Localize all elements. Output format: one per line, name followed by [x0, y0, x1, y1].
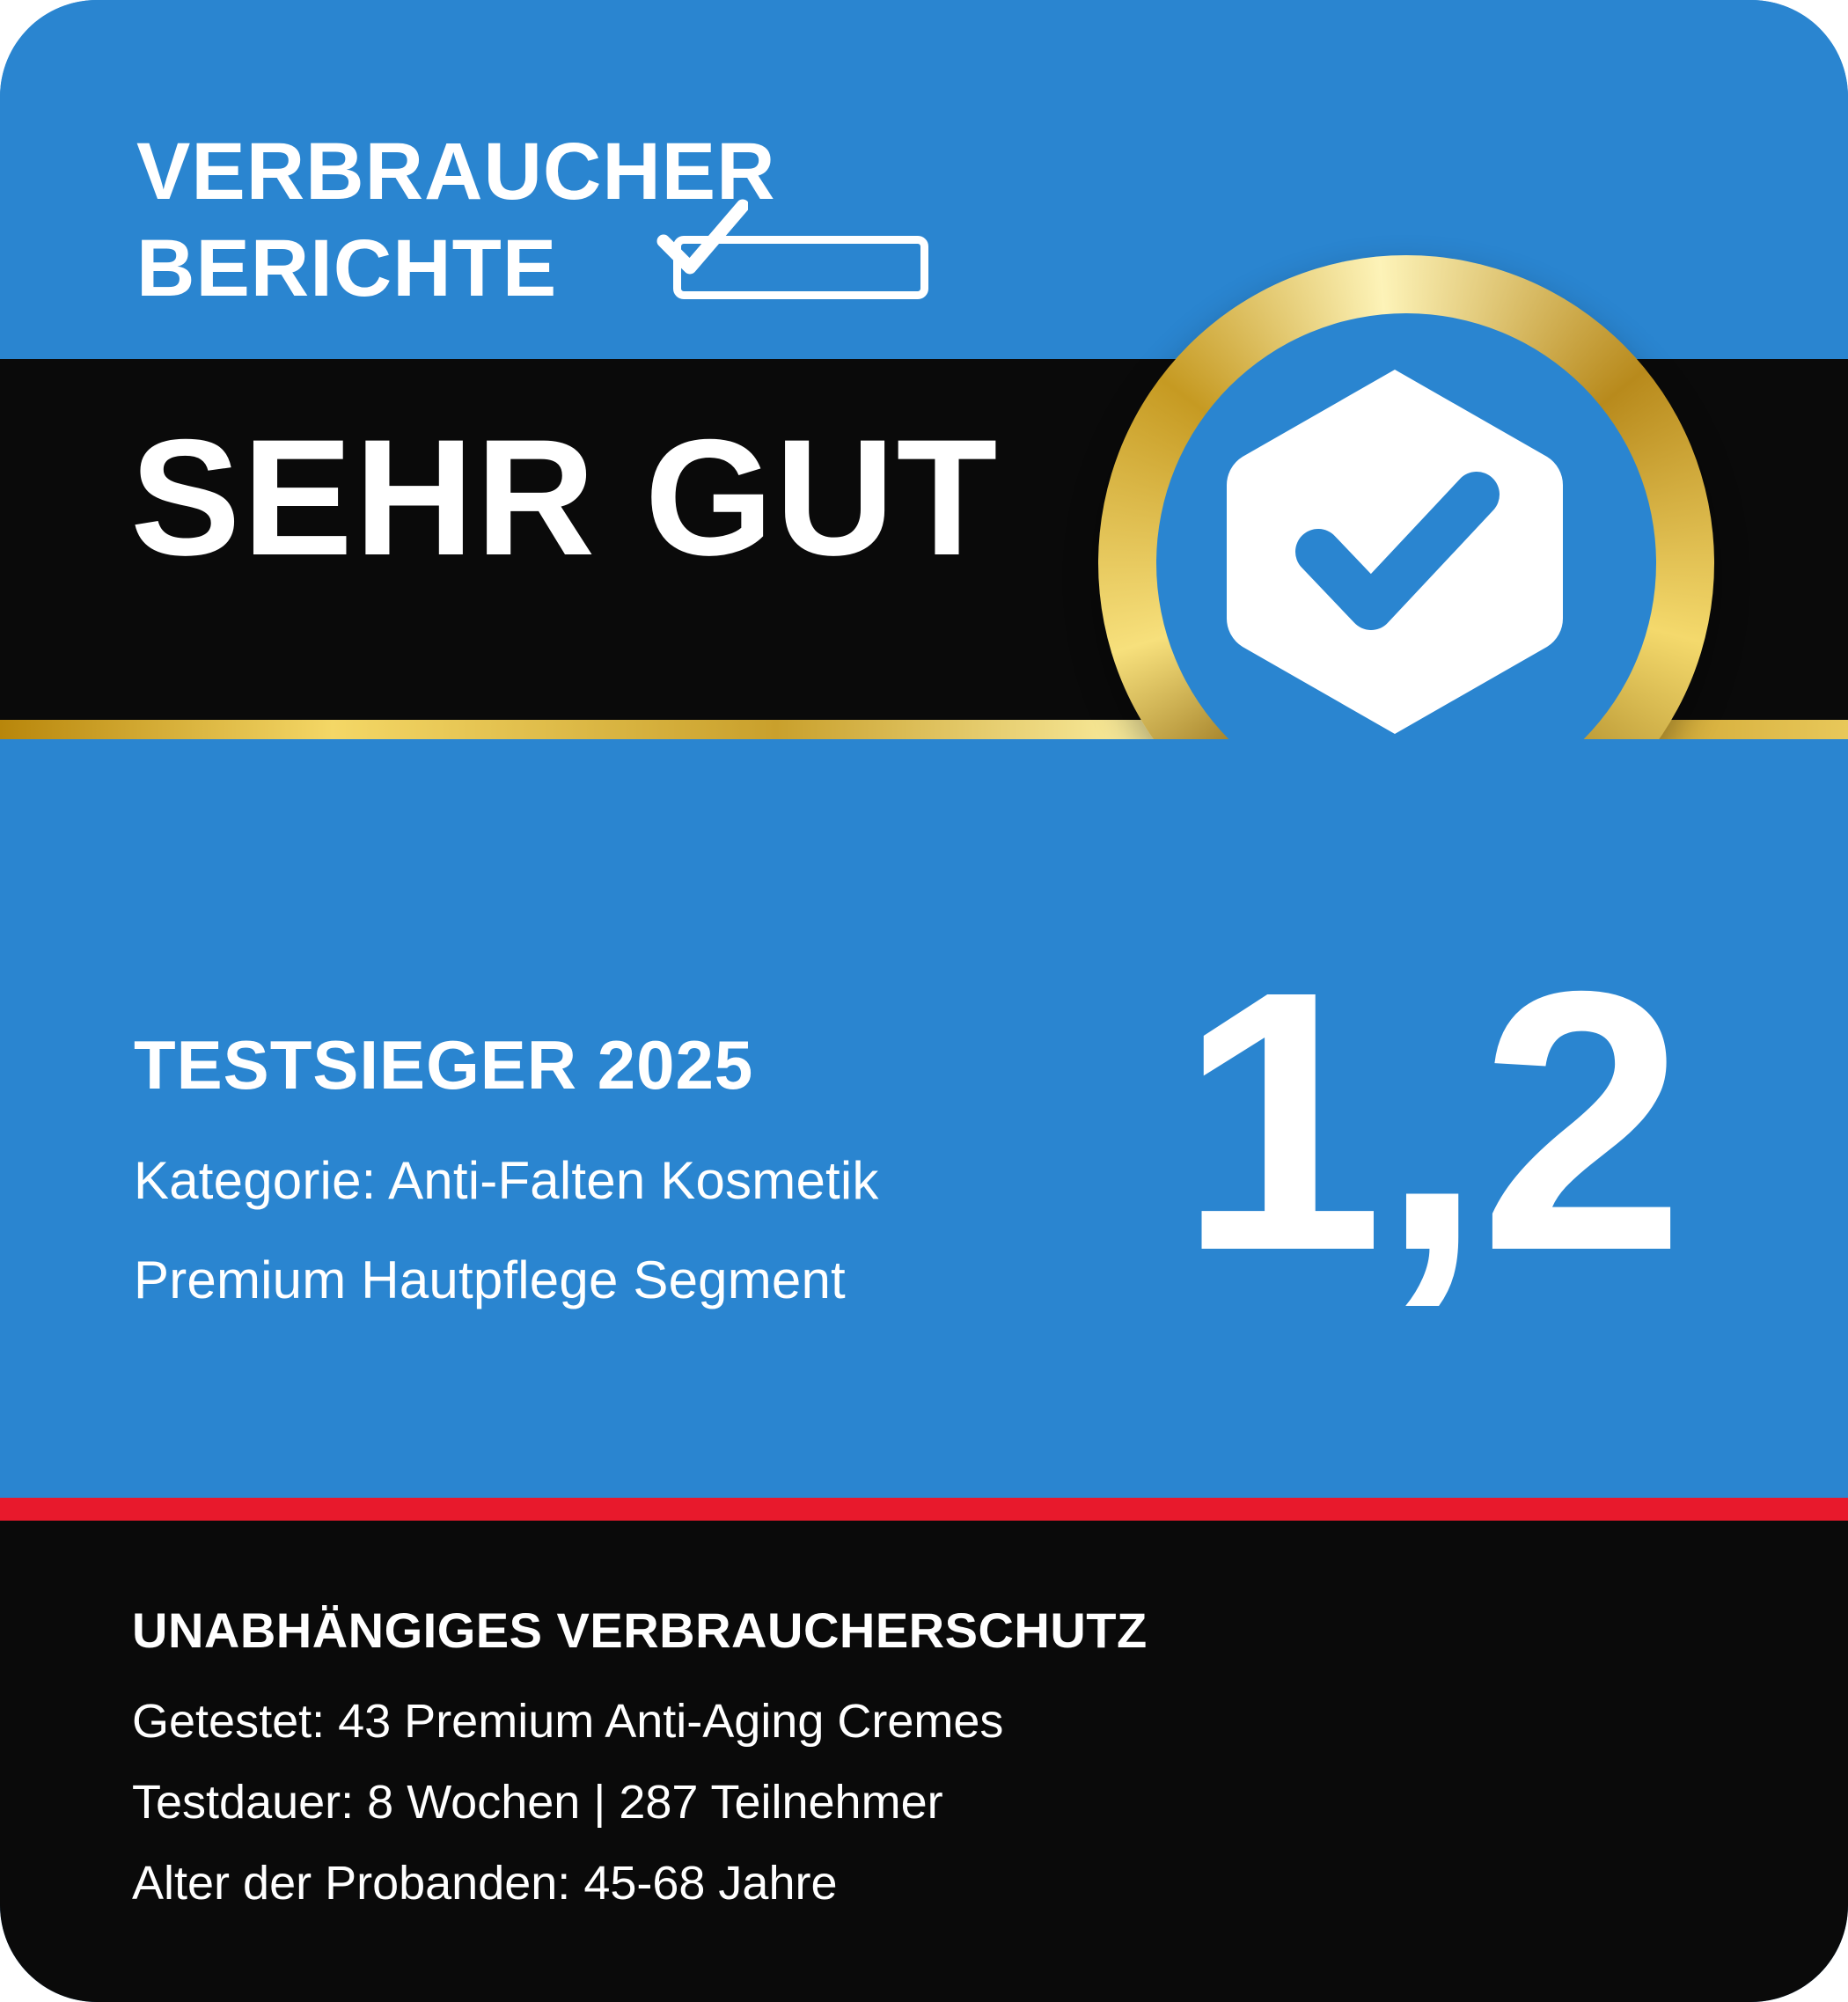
red-divider: [0, 1498, 1848, 1521]
award-category: Kategorie: Anti-Falten Kosmetik: [134, 1151, 879, 1210]
brand-logo-line2-wrapper: [136, 220, 1016, 324]
award-title: TESTSIEGER 2025: [134, 1026, 754, 1104]
footer-line-tested: Getestet: 43 Premium Anti-Aging Cremes: [132, 1695, 1004, 1748]
award-score: 1,2: [1178, 915, 1682, 1328]
brand-logo-line1: VERBRAUCHER: [136, 127, 776, 216]
brand-logo: [136, 123, 1016, 324]
seal-footer: [0, 1521, 1848, 2002]
footer-title: UNABHÄNGIGES VERBRAUCHERSCHUTZ: [132, 1602, 1148, 1658]
logo-checkmark-icon: [651, 187, 748, 283]
footer-line-age: Alter der Probanden: 45-68 Jahre: [132, 1857, 838, 1910]
rating-label: SEHR GUT: [130, 405, 1000, 590]
shield-check-icon: [1223, 363, 1566, 741]
brand-logo-line2: BERICHTE: [136, 224, 558, 313]
footer-line-duration: Testdauer: 8 Wochen | 287 Teilnehmer: [132, 1776, 943, 1829]
award-segment: Premium Hautpflege Segment: [134, 1250, 846, 1309]
